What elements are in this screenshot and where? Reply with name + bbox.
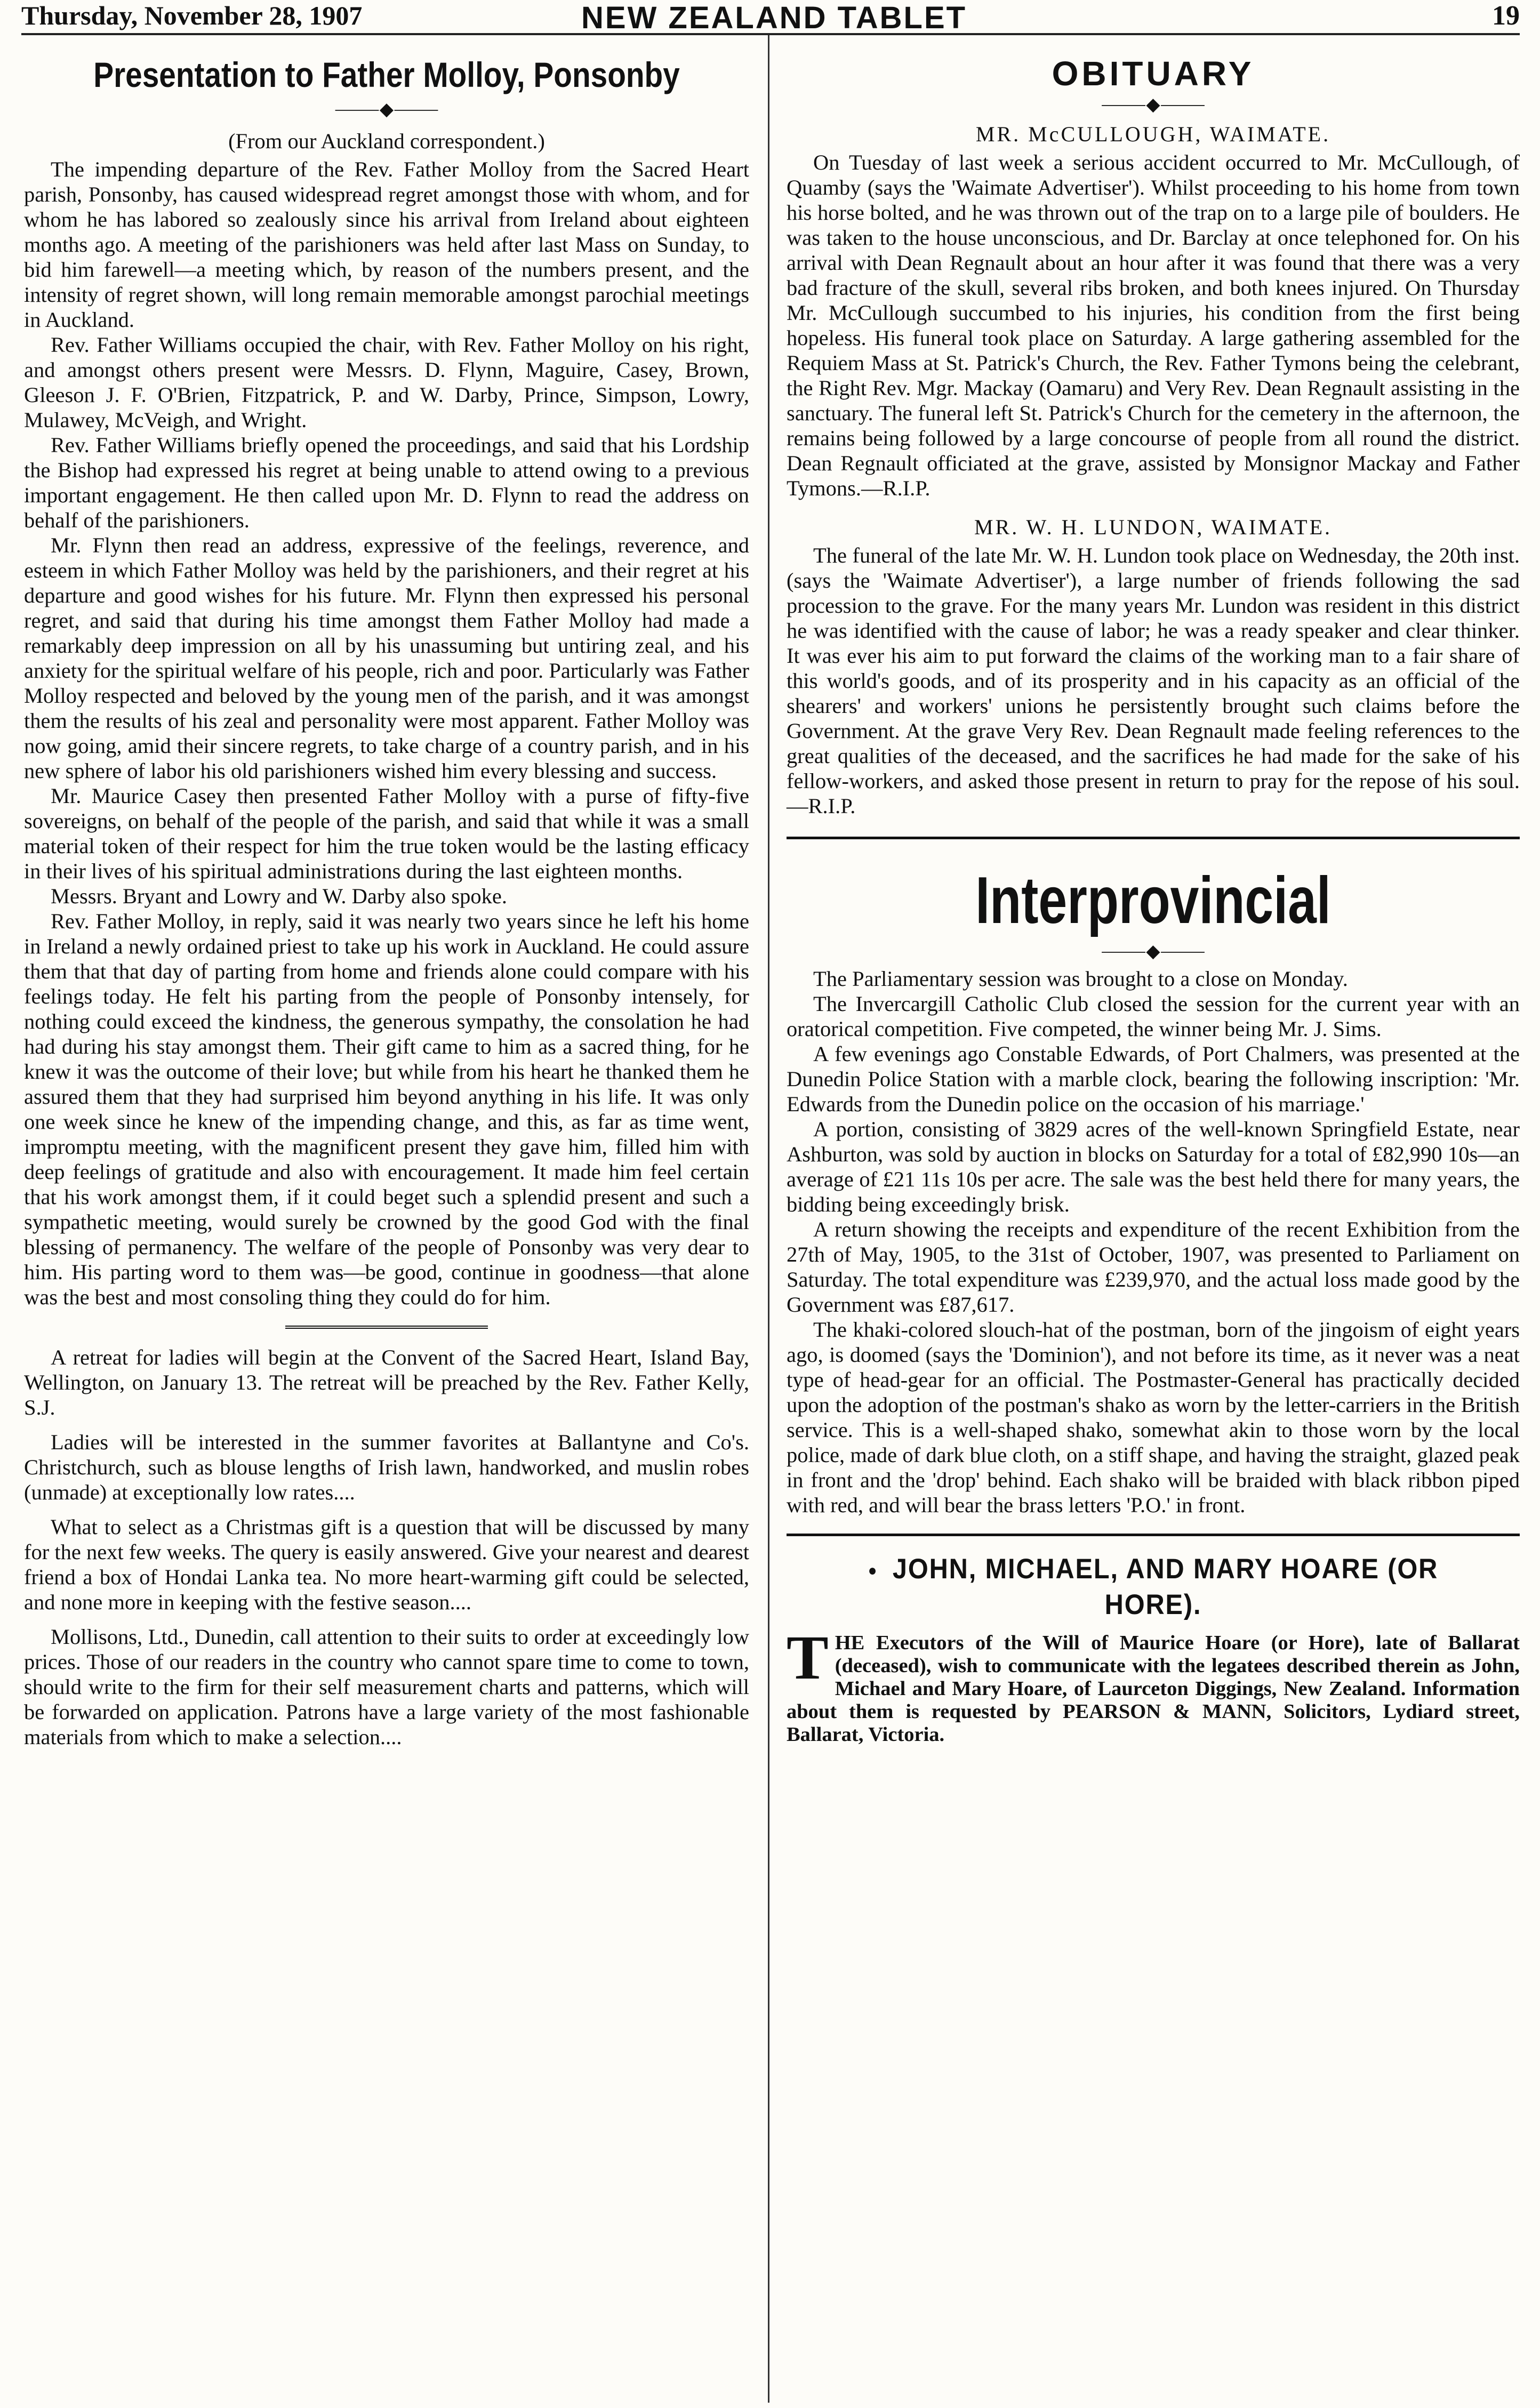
- obituary-paragraph: On Tuesday of last week a serious accident occurred to Mr. McCullough, of Quamby (says the 'Waimate Advertiser'). Whilst proceeding to his home from town his horse bolted, and he was thrown out of the trap on to a large pile of boulders. He was taken to the house unconscious, and Dr. Barclay at once telephoned for. On his arrival with Dean Regnault about an hour after it was found that there was a very bad fracture of the skull, several ribs broken, and both knees injured. On Thursday Mr. McCullough succumbed to his injuries, his condition from the first being hopeless. His funeral took place on Saturday. A large gathering assembled for the Requiem Mass at St. Patrick's Church, the Rev. Father Tymons being the celebrant, the Right Rev. Mgr. Mackay (Oamaru) and Very Rev. Dean Regnault assisting in the sanctuary. The funeral left St. Patrick's Church for the cemetery in the afternoon, the remains being followed by a large concourse of people from all round the district. Dean Regnault officiated at the grave, assisted by Monsignor Mackay and Father Tymons.—R.I.P.: [787, 150, 1520, 500]
- section-rule: [787, 837, 1520, 839]
- article-paragraph: Rev. Father Williams briefly opened the proceedings, and said that his Lordship the Bishop had expressed his regret at being unable to attend owing to a previous important engagement. He then called upon Mr. D. Flynn to read the address on behalf of the parishioners.: [24, 433, 749, 532]
- page-header: [21, 0, 1520, 35]
- article-paragraph: Mr. Flynn then read an address, expressive of the feelings, reverence, and esteem in which Father Molloy was held by the parishioners, and their regret at his departure and good wishes for his future. Mr. Flynn then expressed his personal regret, and said that during his time amongst them Father Molloy had made a remarkably deep impression on all by his unassuming but untiring zeal, and his anxiety for the spiritual welfare of his people, rich and poor. Particularly was Father Molloy respected and beloved by the young men of the parish, and it was amongst them the results of his zeal and personality were most apparent. Father Molloy was now going, amid their sincere regrets, to take charge of a country parish, and in his new sphere of labor his old parishioners wished him every blessing and success.: [24, 533, 749, 783]
- advert-heading-text: JOHN, MICHAEL, AND MARY HOARE (OR HORE).: [892, 1553, 1439, 1620]
- masthead: NEW ZEALAND TABLET: [581, 1, 967, 35]
- column-divider: [768, 35, 769, 2403]
- left-column: [24, 51, 749, 1749]
- advert-heading: [816, 1552, 1490, 1622]
- ornament-divider: ⸻◆⸻: [1101, 95, 1206, 115]
- obituary-heading: OBITUARY: [1052, 54, 1255, 93]
- advert-notice: [787, 1623, 1520, 1746]
- notice-paragraph: A retreat for ladies will begin at the Convent of the Sacred Heart, Island Bay, Wellington, on January 13. The retreat will be preached by the Rev. Father Kelly, S.J.: [24, 1345, 749, 1419]
- obituary-paragraph: The funeral of the late Mr. W. H. Lundon took place on Wednesday, the 20th inst. (says the 'Waimate Advertiser'), a large number of friends following the sad procession to the grave. For the many years Mr. Lundon was resident in this district he was identified with the cause of labor; he was a ready speaker and clear thinker. It was ever his aim to put forward the claims of the working man to a fair share of this world's goods, and of its prosperity and in his capacity as an official of the shearers' and workers' unions he persistently brought such claims before the Government. At the grave Very Rev. Dean Regnault made feeling references to the great qualities of the deceased, and the sacrifices he had made for the sake of his fellow-workers, and asked those present in return to pray for the repose of his soul.—R.I.P.: [787, 543, 1520, 818]
- bullet-icon: ●: [868, 1562, 878, 1579]
- page-number: 19: [1492, 1, 1520, 31]
- news-paragraph: The Parliamentary session was brought to a close on Monday.: [813, 967, 1348, 991]
- right-column: [787, 53, 1520, 1746]
- obituary-subheading: MR. McCULLOUGH, WAIMATE.: [975, 122, 1331, 146]
- news-paragraph: The Invercargill Catholic Club closed the session for the current year with an oratorical competition. Five competed, the winner being Mr. J. Sims.: [787, 992, 1520, 1041]
- ornament-divider: ⸻◆⸻: [334, 100, 439, 119]
- ornament-divider: ⸻◆⸻: [1101, 942, 1206, 961]
- notice-paragraph: Ladies will be interested in the summer favorites at Ballantyne and Co's. Christchurch, such as blouse lengths of Irish lawn, handworked, and muslin robes (unmade) at exceptionally low rates....: [24, 1430, 749, 1504]
- article-paragraph: Mr. Maurice Casey then presented Father Molloy with a purse of fifty-five sovereigns, on behalf of the people of the parish, and said that while it was a small material token of their respect for him the true token would be the lasting efficacy in their lives of his spiritual administrations during the last eighteen months.: [24, 784, 749, 883]
- header-rule: [21, 33, 1520, 35]
- section-separator: [285, 1326, 488, 1330]
- obituary-subheading: MR. W. H. LUNDON, WAIMATE.: [974, 515, 1333, 539]
- article-paragraph: Rev. Father Williams occupied the chair, with Rev. Father Molloy on his right, and amongst others present were Messrs. D. Flynn, Maguire, Casey, Brown, Gleeson J. F. O'Brien, Fitzpatrick, P. and W. Darby, Prince, Simpson, Lowry, Mulawey, McVeigh, and Wright.: [24, 333, 749, 432]
- notice-paragraph: What to select as a Christmas gift is a question that will be discussed by many for the next few weeks. The query is easily answered. Give your nearest and dearest friend a box of Hondai Lanka tea. No more heart-warming gift could be selected, and none more in keeping with the festive season....: [24, 1515, 749, 1614]
- news-paragraph: The khaki-colored slouch-hat of the postman, born of the jingoism of eight years ago, is doomed (says the 'Dominion'), and not before its time, as it never was a neat type of head-gear for an official. The Postmaster-General has practically decided upon the adoption of the postman's shako as worn by the letter-carriers in the British service. This is a well-shaped shako, somewhat akin to those worn by the local police, made of dark blue cloth, on a stiff shape, and having the straight, glazed peak in front and the 'drop' behind. Each shako will be braided with black ribbon piped with red, and will bear the brass letters 'P.O.' in front.: [787, 1318, 1520, 1517]
- article-title-molloy: Presentation to Father Molloy, Ponsonby: [93, 55, 680, 94]
- section-rule: [787, 1534, 1520, 1536]
- article-paragraph: Messrs. Bryant and Lowry and W. Darby also spoke.: [51, 884, 507, 908]
- drop-cap: T: [787, 1623, 829, 1692]
- interprovincial-heading: Interprovincial: [975, 864, 1331, 937]
- article-paragraph: Rev. Father Molloy, in reply, said it was nearly two years since he left his home in Ireland a newly ordained priest to take up his work in Auckland. He could assure them that that day of parting from home and friends alone could compare with his feelings today. He felt his parting from the people of Ponsonby intensely, for nothing could exceed the kindness, the generous sympathy, the consolation he had had during his stay amongst them. Their gift came to him as a sacred thing, for he knew it was the outcome of their love; but while from his heart he thanked them he assured them that they had surprised him beyond anything in his life. It was only one week since he knew of the impending change, and this, as far as time went, impromptu meeting, with the magnificent present they gave him, filled him with deep feelings of gratitude and also with encouragement. It made him feel certain that his work amongst them, if it could beget such a splendid present and such a sympathetic meeting, would surely be crowned by the good God with the final blessing of permanency. The welfare of the people of Ponsonby was very dear to him. His parting word to them was—be good, continue in goodness—that alone was the best and most consoling thing they could do for him.: [24, 909, 749, 1309]
- article-paragraph: The impending departure of the Rev. Father Molloy from the Sacred Heart parish, Ponsonby, has caused widespread regret amongst those with whom, and for whom he has labored so zealously since his arrival from Ireland about eighteen months ago. A meeting of the parishioners was held after last Mass on Sunday, to bid him farewell—a meeting which, by reason of the numbers present, and the intensity of regret shown, will long remain memorable amongst parochial meetings in Auckland.: [24, 157, 749, 332]
- news-paragraph: A few evenings ago Constable Edwards, of Port Chalmers, was presented at the Dunedin Police Station with a marble clock, bearing the following inscription: 'Mr. Edwards from the Dunedin police on the occasion of his marriage.': [787, 1042, 1520, 1116]
- issue-date: Thursday, November 28, 1907: [21, 1, 363, 30]
- byline: (From our Auckland correspondent.): [228, 129, 545, 153]
- news-paragraph: A portion, consisting of 3829 acres of the well-known Springfield Estate, near Ashburton, was sold by auction in blocks on Saturday for a total of £82,990 10s—an average of £21 11s 10s per acre. The sale was the best held there for many years, the bidding being exceedingly brisk.: [787, 1117, 1520, 1216]
- news-paragraph: A return showing the receipts and expenditure of the recent Exhibition from the 27th of May, 1905, to the 31st of October, 1907, was presented to Parliament on Saturday. The total expenditure was £239,970, and the actual loss made good by the Government was £87,617.: [787, 1217, 1520, 1317]
- advert-notice-text: HE Executors of the Will of Maurice Hoare (or Hore), late of Ballarat (deceased), wish to communicate with the legatees described therein as John, Michael and Mary Hoare, of Laurceton Diggings, New Zealand. Information about them is requested by PEARSON & MANN, Solicitors, Lydiard street, Ballarat, Victoria.: [787, 1632, 1520, 1746]
- notice-paragraph: Mollisons, Ltd., Dunedin, call attention to their suits to order at exceedingly low prices. Those of our readers in the country who cannot spare time to come to town, should write to the firm for their self measurement charts and patterns, which will be forwarded on application. Patrons have a large variety of the most fashionable materials from which to make a selection....: [24, 1625, 749, 1749]
